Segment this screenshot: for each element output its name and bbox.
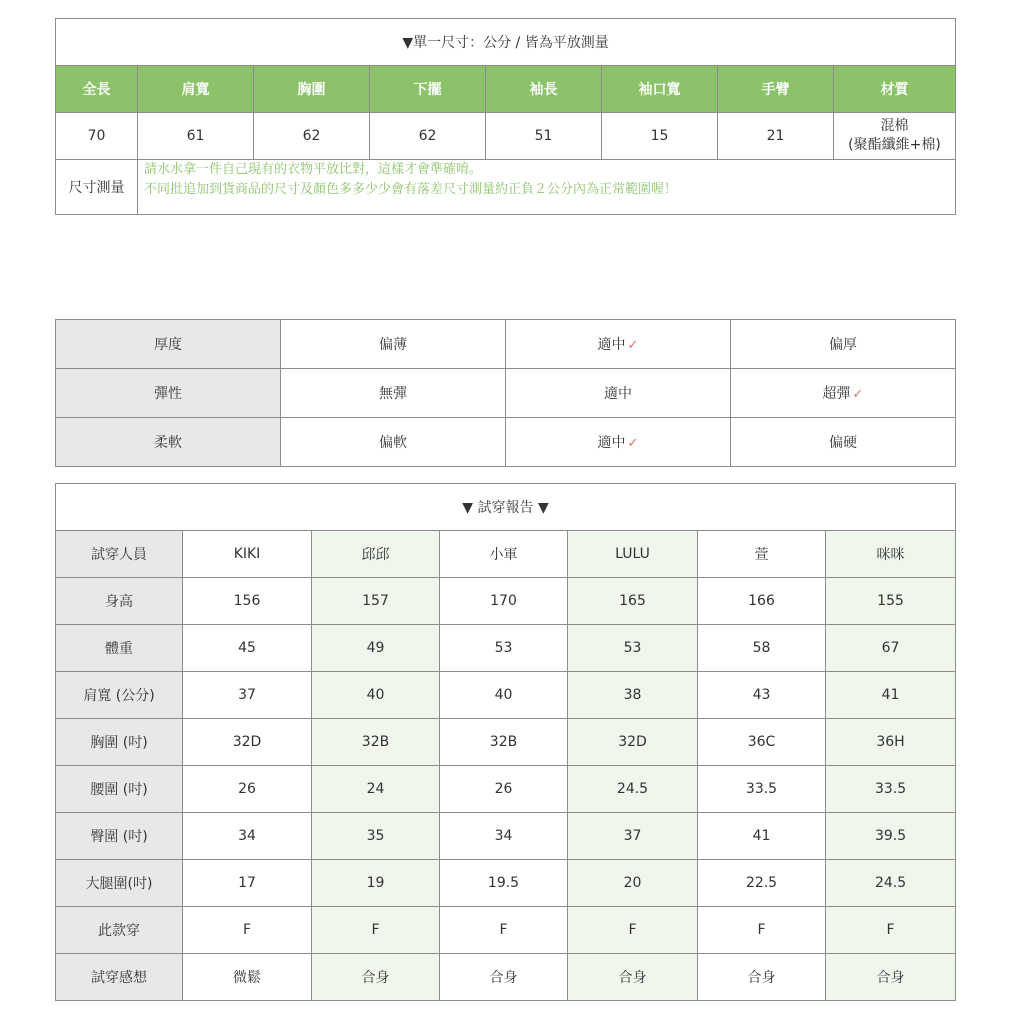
option-text: 適中: [597, 337, 626, 353]
check-icon: ✓: [852, 387, 864, 402]
table-cell: 26: [183, 766, 312, 813]
table-cell: 34: [183, 813, 312, 860]
table-cell: 37: [568, 813, 698, 860]
table-row: [56, 625, 956, 672]
table-cell: 41: [826, 672, 956, 719]
table-cell: 20: [568, 860, 698, 907]
table-cell: 合身: [312, 954, 440, 1001]
table-cell: F: [568, 907, 698, 954]
option-text: 偏硬: [829, 435, 857, 451]
table-cell: 32B: [312, 719, 440, 766]
table-cell: 22.5: [698, 860, 826, 907]
table-cell: 34: [440, 813, 568, 860]
fit-report-title: ▼ 試穿報告 ▼: [56, 484, 956, 531]
table-row: [56, 672, 956, 719]
table-cell: 40: [312, 672, 440, 719]
table-cell: 26: [440, 766, 568, 813]
table-row: [56, 531, 956, 578]
size-table-title: ▼單一尺寸：公分 / 皆為平放測量: [56, 19, 956, 66]
table-cell: 小軍: [440, 531, 568, 578]
feel-option: [281, 418, 506, 467]
row-label: 臀圍 (吋): [56, 813, 183, 860]
table-cell: 萱: [698, 531, 826, 578]
table-row: [56, 860, 956, 907]
size-header: 袖口寬: [602, 66, 718, 113]
table-cell: 37: [183, 672, 312, 719]
size-header-row: [56, 66, 956, 113]
size-values-row: [56, 113, 956, 160]
table-cell: 36C: [698, 719, 826, 766]
table-cell: F: [312, 907, 440, 954]
check-icon: ✓: [627, 436, 639, 451]
option-text: 偏軟: [379, 435, 407, 451]
note-text: [138, 160, 956, 215]
feel-option: [506, 320, 731, 369]
table-row: [56, 954, 956, 1001]
table-cell: 合身: [568, 954, 698, 1001]
size-value: 51: [486, 113, 602, 160]
note-line: 不同批追加到貨商品的尺寸及顏色多多少少會有落差尺寸測量約正負２公分內為正常範圍喔！: [144, 182, 678, 197]
table-row: [56, 578, 956, 625]
table-cell: 24.5: [568, 766, 698, 813]
table-cell: 170: [440, 578, 568, 625]
table-cell: 邱邱: [312, 531, 440, 578]
feel-table: [55, 319, 956, 467]
table-row: [56, 813, 956, 860]
table-row: [56, 907, 956, 954]
row-label: 肩寬 (公分): [56, 672, 183, 719]
size-header: 材質: [834, 66, 956, 113]
table-cell: 36H: [826, 719, 956, 766]
table-cell: F: [826, 907, 956, 954]
table-cell: 38: [568, 672, 698, 719]
size-header: 肩寬: [138, 66, 254, 113]
material-line: (聚酯纖維+棉): [848, 137, 941, 153]
table-cell: 32B: [440, 719, 568, 766]
feel-option: [731, 418, 956, 467]
note-line: 請水水拿一件自己現有的衣物平放比對，這樣才會準確唷。: [144, 162, 483, 177]
table-cell: 165: [568, 578, 698, 625]
row-label: 大腿圍(吋): [56, 860, 183, 907]
option-text: 適中: [597, 435, 626, 451]
row-label: 腰圍 (吋): [56, 766, 183, 813]
row-label: 試穿人員: [56, 531, 183, 578]
table-cell: 合身: [826, 954, 956, 1001]
table-cell: 58: [698, 625, 826, 672]
table-cell: 19.5: [440, 860, 568, 907]
size-header: 下擺: [370, 66, 486, 113]
table-cell: 24: [312, 766, 440, 813]
table-cell: 40: [440, 672, 568, 719]
fit-report-table: [55, 483, 956, 1001]
size-value: 62: [254, 113, 370, 160]
size-value: 21: [718, 113, 834, 160]
table-cell: 155: [826, 578, 956, 625]
row-label: 此款穿: [56, 907, 183, 954]
feel-option: [281, 369, 506, 418]
table-cell: 39.5: [826, 813, 956, 860]
table-cell: 53: [568, 625, 698, 672]
feel-row-elasticity: [56, 369, 956, 418]
table-cell: 157: [312, 578, 440, 625]
table-cell: F: [698, 907, 826, 954]
table-cell: 33.5: [698, 766, 826, 813]
feel-label: 厚度: [56, 320, 281, 369]
table-cell: 合身: [698, 954, 826, 1001]
table-cell: 微鬆: [183, 954, 312, 1001]
table-cell: 35: [312, 813, 440, 860]
table-cell: 17: [183, 860, 312, 907]
feel-row-thickness: [56, 320, 956, 369]
size-note-row: [56, 160, 956, 215]
material-cell: [834, 113, 956, 160]
size-header: 手臂: [718, 66, 834, 113]
table-cell: 32D: [183, 719, 312, 766]
option-text: 超彈: [822, 386, 851, 402]
size-table: [55, 18, 956, 215]
material-line: 混棉: [880, 118, 909, 134]
table-cell: LULU: [568, 531, 698, 578]
row-label: 體重: [56, 625, 183, 672]
option-text: 偏厚: [829, 337, 857, 353]
table-cell: 166: [698, 578, 826, 625]
size-value: 70: [56, 113, 138, 160]
table-cell: 32D: [568, 719, 698, 766]
option-text: 偏薄: [379, 337, 407, 353]
feel-option: [506, 369, 731, 418]
row-label: 試穿感想: [56, 954, 183, 1001]
option-text: 無彈: [379, 386, 407, 402]
size-header: 全長: [56, 66, 138, 113]
table-cell: 41: [698, 813, 826, 860]
feel-option: [281, 320, 506, 369]
table-cell: F: [183, 907, 312, 954]
feel-label: 彈性: [56, 369, 281, 418]
note-label: 尺寸測量: [56, 160, 138, 215]
option-text: 適中: [604, 386, 632, 402]
table-cell: 49: [312, 625, 440, 672]
table-cell: 45: [183, 625, 312, 672]
table-cell: 合身: [440, 954, 568, 1001]
size-value: 15: [602, 113, 718, 160]
feel-option: [506, 418, 731, 467]
table-cell: 33.5: [826, 766, 956, 813]
table-cell: 67: [826, 625, 956, 672]
check-icon: ✓: [627, 338, 639, 353]
table-row: [56, 766, 956, 813]
table-cell: 24.5: [826, 860, 956, 907]
table-cell: F: [440, 907, 568, 954]
feel-label: 柔軟: [56, 418, 281, 467]
size-header: 袖長: [486, 66, 602, 113]
table-cell: KIKI: [183, 531, 312, 578]
table-cell: 53: [440, 625, 568, 672]
row-label: 身高: [56, 578, 183, 625]
row-label: 胸圍 (吋): [56, 719, 183, 766]
feel-row-softness: [56, 418, 956, 467]
table-cell: 咪咪: [826, 531, 956, 578]
size-value: 62: [370, 113, 486, 160]
feel-option: [731, 369, 956, 418]
table-row: [56, 719, 956, 766]
table-cell: 156: [183, 578, 312, 625]
table-cell: 19: [312, 860, 440, 907]
table-cell: 43: [698, 672, 826, 719]
size-header: 胸圍: [254, 66, 370, 113]
size-value: 61: [138, 113, 254, 160]
feel-option: [731, 320, 956, 369]
